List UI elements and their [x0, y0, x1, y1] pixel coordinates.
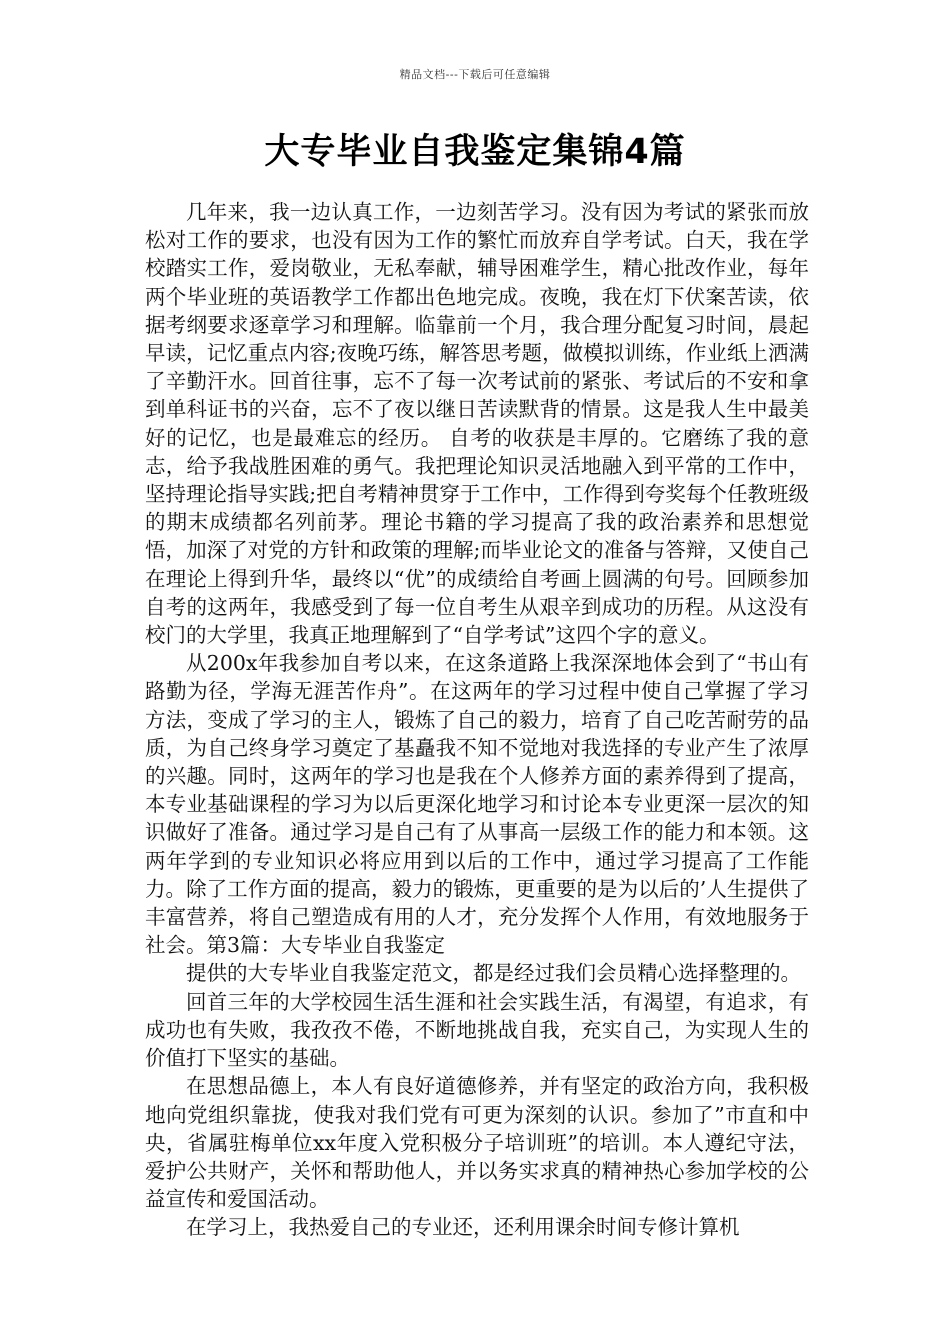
page-header-watermark: 精品文档---下载后可任意编辑: [399, 68, 551, 81]
document-body: [145, 198, 809, 1242]
paragraph: 在学习上，我热爱自己的专业还，还利用课余时间专修计算机: [186, 1215, 740, 1240]
document-title: 大专毕业自我鉴定集锦4篇: [264, 132, 686, 172]
paragraph: 回首三年的大学校园生活生涯和社会实践生活，有渴望，有追求，有成功也有失败，我孜孜不倦，不断地挑战自我，充实自己，为实现人生的价值打下坚实的基础。: [145, 989, 809, 1071]
paragraph: 提供的大专毕业自我鉴定范文，都是经过我们会员精心选择整理的。: [186, 961, 801, 986]
paragraph: 几年来，我一边认真工作，一边刻苦学习。没有因为考试的紧张而放松对工作的要求，也没有因为工作的繁忙而放弃自学考试。白天，我在学校踏实工作，爱岗敬业，无私奉献，辅导困难学生，精心批改作业，每年两个毕业班的英语教学工作都出色地完成。夜晚，我在灯下伏案苦读，依据考纲要求逐章学习和理解。临靠前一个月，我合理分配复习时间，晨起早读，记忆重点内容;夜晚巧练，解答思考题，做模拟训练，作业纸上洒满了辛勤汗水。回首往事，忘不了每一次考试前的紧张、考试后的不安和拿到单科证书的兴奋，忘不了夜以继日苦读默背的情景。这是我人生中最美好的记忆，也是最难忘的经历。 自考的收获是丰厚的。它磨练了我的意志，给予我战胜困难的勇气。我把理论知识灵活地融入到平常的工作中，坚持理论指导实践;把自考精神贯穿于工作中，工作得到夸奖每个任教班级的期末成绩都名列前茅。理论书籍的学习提高了我的政治素养和思想觉悟，加深了对党的方针和政策的理解;而毕业论文的准备与答辩，又使自己在理论上得到升华，最终以“优”的成绩给自考画上圆满的句号。回顾参加自考的这两年，我感受到了每一位自考生从艰辛到成功的历程。从这没有校门的大学里，我真正地理解到了“自学考试”这四个字的意义。: [145, 200, 809, 648]
paragraph: 从200x年我参加自考以来，在这条道路上我深深地体会到了“书山有路勤为径，学海无涯苦作舟”。在这两年的学习过程中使自己掌握了学习方法，变成了学习的主人，锻炼了自己的毅力，培育了自己吃苦耐劳的品质，为自己终身学习奠定了基矗我不知不觉地对我选择的专业产生了浓厚的兴趣。同时，这两年的学习也是我在个人修养方面的素养得到了提高，本专业基础课程的学习为以后更深化地学习和讨论本专业更深一层次的知识做好了准备。通过学习是自己有了从事高一层级工作的能力和本领。这两年学到的专业知识必将应用到以后的工作中，通过学习提高了工作能力。除了工作方面的提高，毅力的锻炼，更重要的是为以后的’人生提供了丰富营养，将自己塑造成有用的人才，充分发挥个人作用，有效地服务于社会。第3篇：大专毕业自我鉴定: [145, 651, 809, 958]
paragraph: 在思想品德上，本人有良好道德修养，并有坚定的政治方向，我积极地向党组织靠拢，使我对我们党有可更为深刻的认识。参加了”市直和中央，省属驻梅单位xx年度入党积极分子培训班”的培训。本人遵纪守法，爱护公共财产，关怀和帮助他人，并以务实求真的精神热心参加学校的公益宣传和爱国活动。: [145, 1074, 809, 1212]
